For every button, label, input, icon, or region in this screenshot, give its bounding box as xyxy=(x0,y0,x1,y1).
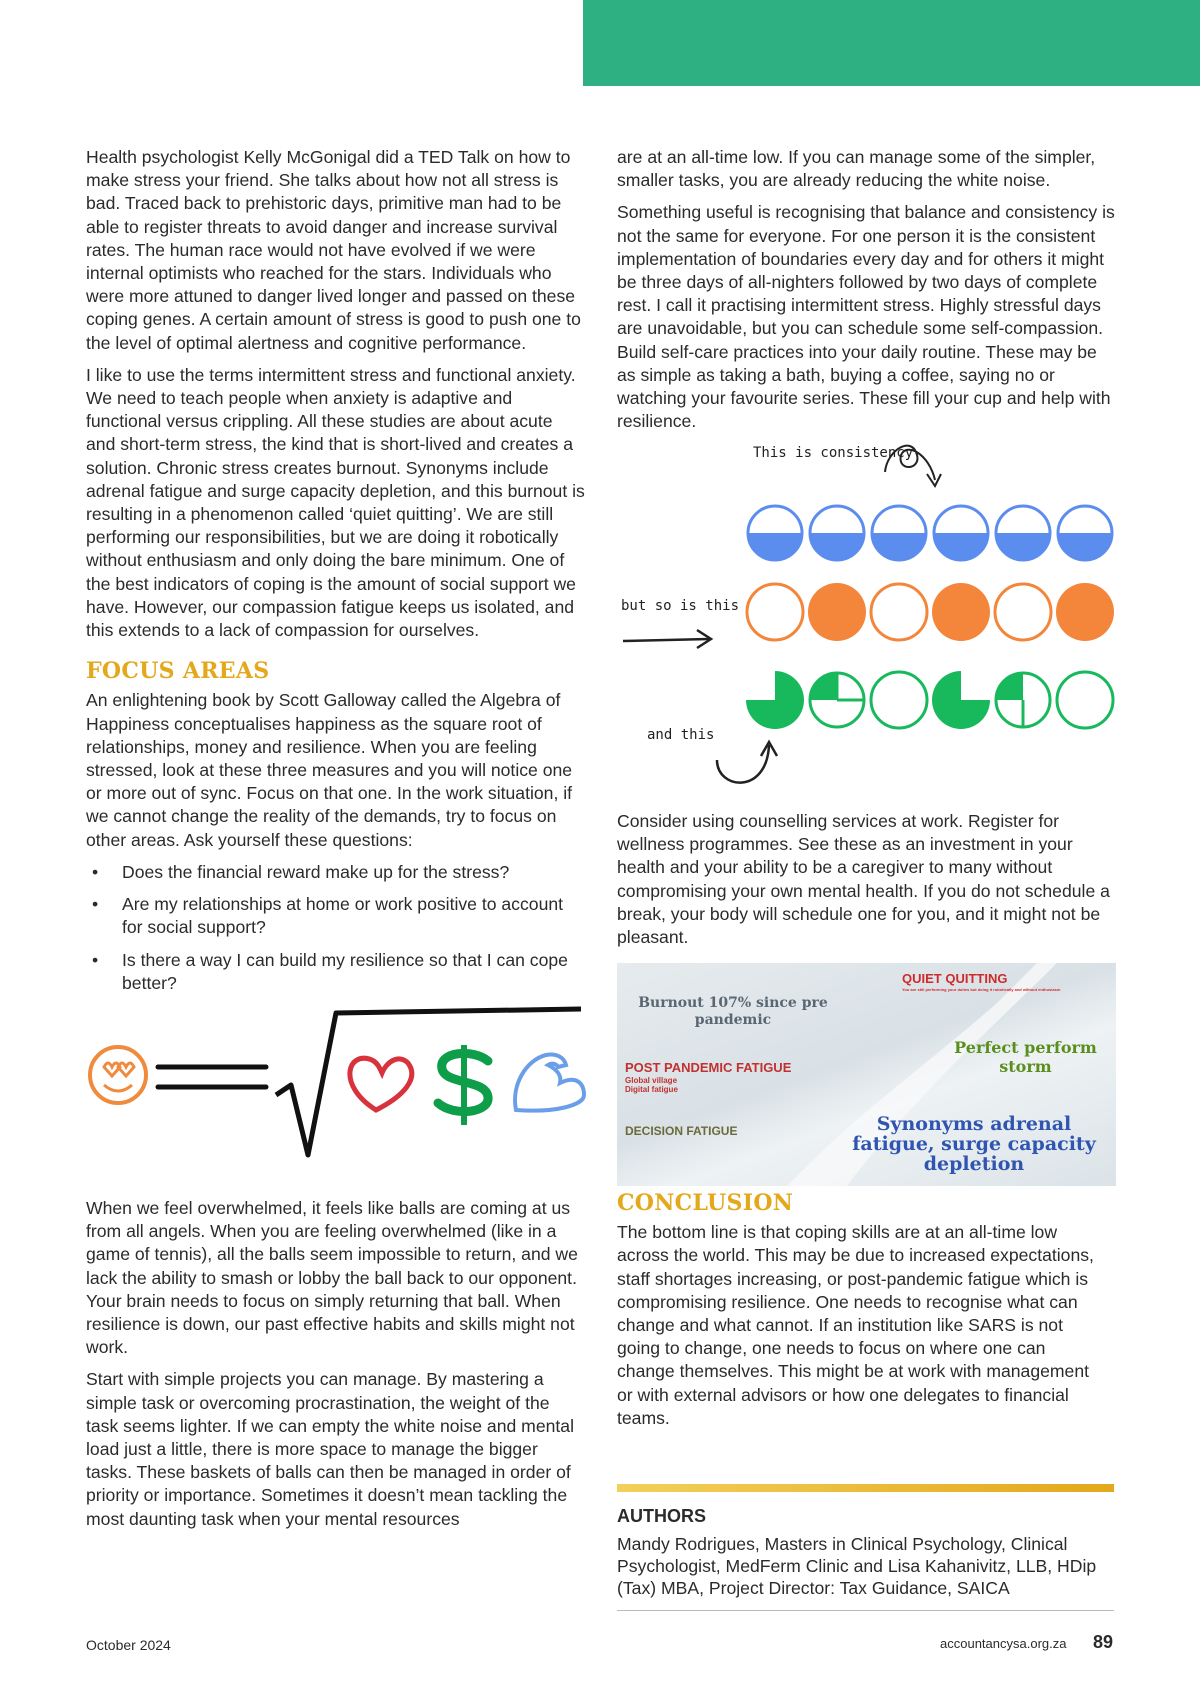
list-item: • Is there a way I can build my resilience so that I can cope better? xyxy=(92,949,568,993)
paragraph: Consider using counselling services at work. Register for wellness programmes. See these as an investment in your health and your ability to be a caregiver to many without compromising your own mental health. If you do not schedule a break, your body will schedule one for you, and it might not be pleasant. xyxy=(617,811,1110,948)
empty-circle xyxy=(871,672,927,728)
half-filled-circle xyxy=(810,506,864,560)
right-column-lower xyxy=(617,810,1119,958)
paragraph: An enlightening book by Scott Galloway called the Algebra of Happiness conceptualises happiness as the square root of relationships, money and resilience. When you are feeling stressed, look at these three measures and you will notice one or more out of sync. Focus on that one. In the work situation, if we cannot change the reality of the demands, try to focus on other areas. Ask yourself these questions: xyxy=(86,690,573,850)
equals-icon xyxy=(158,1067,266,1087)
quarter-pie xyxy=(996,673,1050,727)
paragraph: When we feel overwhelmed, it feels like balls are coming at us from all angels. When you are feeling overwhelmed (like in a game of tennis), all the balls seem impossible to return, and we lack the ability to smash or lobby the ball back to our opponent. Your brain needs to focus on simply returning that ball. When resilience is down, our past effective habits and skills might not work. xyxy=(86,1197,578,1358)
collage-burnout: Burnout 107% since pre pandemic xyxy=(638,995,828,1028)
three-quarter-pie xyxy=(932,671,990,729)
authors-bottom-rule xyxy=(617,1610,1114,1611)
dollar-icon xyxy=(438,1045,488,1125)
left-column xyxy=(86,146,586,1540)
bullet-icon: • xyxy=(92,894,99,915)
authors-title: AUTHORS xyxy=(617,1506,706,1526)
bullet-icon: • xyxy=(92,861,99,882)
authors-text: Mandy Rodrigues, Masters in Clinical Psychology, Clinical Psychologist, MedFerm Clinic and Lisa Kahanivitz, LLB, HDip (Tax) MBA, Project Director: Tax Guidance, SAICA xyxy=(617,1534,1097,1598)
paragraph: The bottom line is that coping skills are at an all-time low across the world. This may be due to increased expectations, staff shortages increasing, or post-pandemic fatigue which is compromising resilience. One needs to recognise what can change and what cannot. If an institution like SARS is not going to change, one needs to focus on where one can change themselves. This might be at work with management or with external advisors or how one delegates to financial teams. xyxy=(617,1222,1094,1428)
empty-circle xyxy=(871,584,927,640)
conclusion-heading: CONCLUSION xyxy=(617,1190,794,1216)
empty-circle xyxy=(1057,672,1113,728)
row-varied xyxy=(746,671,1113,729)
list-item: • Does the financial reward make up for the stress? xyxy=(86,861,586,884)
footer-date: October 2024 xyxy=(86,1637,171,1653)
half-filled-circle xyxy=(934,506,988,560)
paragraph: are at an all-time low. If you can manage some of the simpler, smaller tasks, you are already reducing the white noise. xyxy=(617,147,1096,191)
row-alternating xyxy=(747,583,1114,641)
up-curl-arrow-icon xyxy=(717,745,769,783)
flexed-arm-icon xyxy=(515,1054,584,1110)
list-item: • Are my relationships at home or work positive to account for social support? xyxy=(92,894,564,938)
authors-divider xyxy=(617,1484,1114,1492)
consistency-diagram xyxy=(617,430,1117,805)
conclusion-section xyxy=(617,1186,1107,1439)
paragraph: I like to use the terms intermittent stress and functional anxiety. We need to teach people when anxiety is adaptive and functional versus crippling. All these studies are about acute and short-term stress, the kind that is short-lived and creates a solution. Chronic stress creates burnout. Synonyms include adrenal fatigue and surge capacity depletion, and this burnout is resulting in a phenomenon called ‘quiet quitting’. We are still performing our responsibilities, but we are doing it robotically without enthusiasm and only doing the bare minimum. One of the best indicators of coping is the amount of social support we have. However, our compassion fatigue keeps us isolated, and this extends to a lack of compassion for ourselves. xyxy=(86,364,585,641)
bullet-icon: • xyxy=(92,949,99,970)
question-list xyxy=(86,861,586,995)
diagram-svg xyxy=(617,430,1117,805)
collage-quiet-quitting: QUIET QUITTING xyxy=(902,971,1008,986)
paragraph: Start with simple projects you can manage. By mastering a simple task or overcoming procrastination, the weight of the task seems lighter. If we can empty the white noise and mental load just a little, there is more space to manage the bigger tasks. These baskets of balls can then be managed in order of priority or importance. Sometimes it doesn’t mean tackling the most daunting task when your mental resources xyxy=(86,1369,574,1529)
collage-synonyms: Synonyms adrenal fatigue, surge capacity depletion xyxy=(852,1113,1096,1175)
collage-quiet-sub: You are still performing your duties but doing it robotically and without enthusiasm xyxy=(902,987,1061,992)
focus-areas-heading: FOCUS AREAS xyxy=(86,658,270,685)
paragraph: Something useful is recognising that balance and consistency is not the same for everyone. For one person it is the consistent implementation of boundaries every day and for others it might be three days of all-nighters followed by two days of complete rest. I call it practising intermittent stress. Highly stressful days are unavoidable, but you can schedule some self-compassion. Build self-care practices into your daily routine. These may be as simple as taking a bath, buying a coffee, saying no or watching your favourite series. These fill your cup and help with resilience. xyxy=(617,202,1115,432)
quarter-pie xyxy=(810,673,864,727)
row-consistency xyxy=(748,506,1112,560)
burnout-collage-image xyxy=(617,963,1116,1186)
diagram-label-consistency: This is consistency xyxy=(753,445,914,461)
diagram-label-and-this: and this xyxy=(647,727,715,743)
collage-decision-fatigue: DECISION FATIGUE xyxy=(625,1124,738,1138)
right-arrow-icon xyxy=(623,639,709,641)
heart-icon xyxy=(350,1058,412,1110)
paragraph: Health psychologist Kelly McGonigal did a TED Talk on how to make stress your friend. She talks about how not all stress is bad. Traced back to prehistoric days, primitive man had to be able to register threats to avoid danger and increase survival rates. The human race would not have evolved if we were internal optimists who reached for the stars. Individuals who were more attuned to danger lived longer and passed on these coping genes. A certain amount of stress is good to push one to the level of optimal alertness and cognitive performance. xyxy=(86,147,581,353)
half-filled-circle xyxy=(996,506,1050,560)
filled-circle xyxy=(808,583,866,641)
top-color-bar xyxy=(583,0,1200,86)
smiley-icon xyxy=(90,1047,146,1103)
equation-svg xyxy=(86,1005,586,1180)
collage-post-sub1: Global village xyxy=(625,1076,678,1085)
empty-circle xyxy=(995,584,1051,640)
filled-circle xyxy=(932,583,990,641)
happiness-equation-illustration xyxy=(86,1005,586,1185)
collage-post-sub2: Digital fatigue xyxy=(625,1085,678,1094)
half-filled-circle xyxy=(1058,506,1112,560)
filled-circle xyxy=(1056,583,1114,641)
square-root-icon xyxy=(276,1009,581,1155)
half-filled-circle xyxy=(872,506,926,560)
collage-post-pandemic: POST PANDEMIC FATIGUE xyxy=(625,1060,792,1075)
half-filled-circle xyxy=(748,506,802,560)
three-quarter-pie xyxy=(746,671,804,729)
diagram-label-but-so: but so is this xyxy=(621,598,740,614)
collage-perfect-storm: Perfect perform storm xyxy=(954,1038,1097,1076)
footer-website: accountancysa.org.za xyxy=(940,1636,1067,1651)
page-number: 89 xyxy=(1093,1632,1114,1652)
right-column xyxy=(617,146,1119,442)
empty-circle xyxy=(747,584,803,640)
